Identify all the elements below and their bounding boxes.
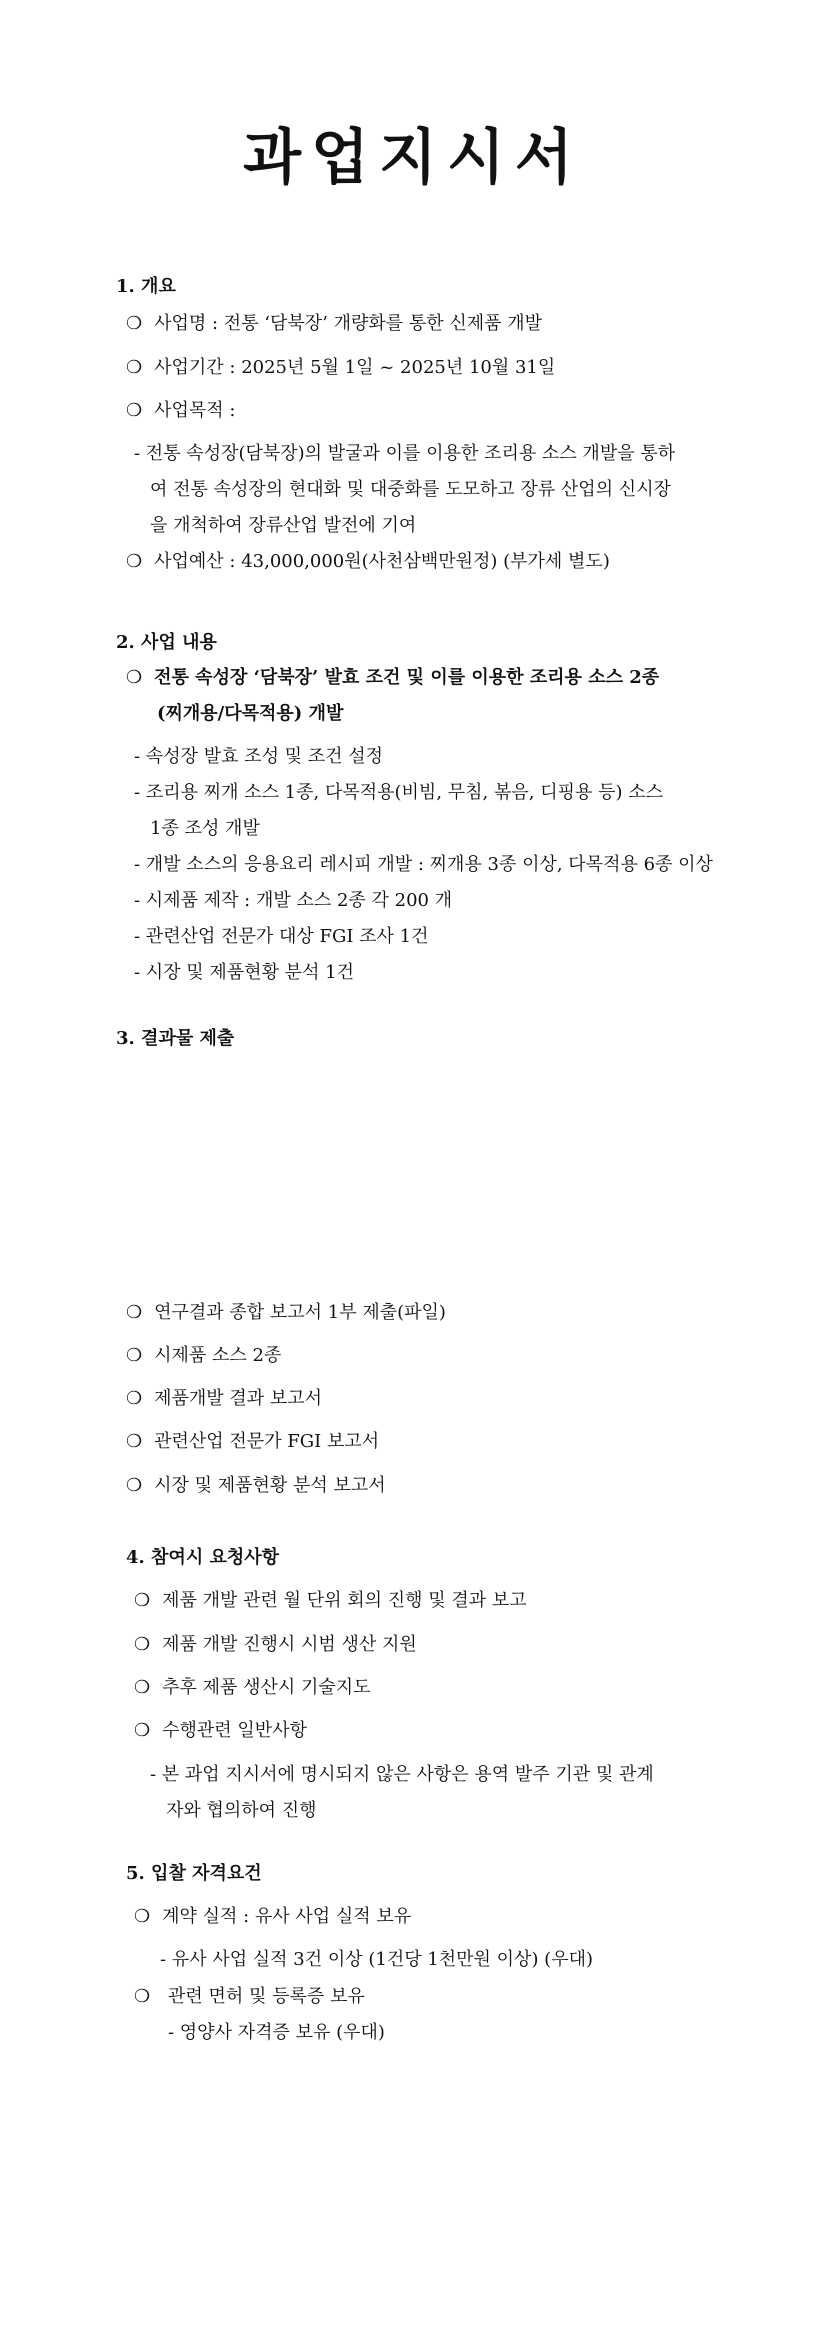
deliverable-3: ❍ 제품개발 결과 보고서: [126, 1388, 322, 1410]
project-name: ❍ 사업명 : 전통 ‘담북장’ 개량화를 통한 신제품 개발: [126, 313, 542, 335]
qualification-2-detail: - 영양사 자격증 보유 (우대): [168, 2022, 385, 2043]
request-4: ❍ 수행관련 일반사항: [134, 1720, 307, 1742]
task-detail-1: - 속성장 발효 조성 및 조건 설정: [134, 746, 384, 767]
section-4-heading: 4. 참여시 요청사항: [126, 1547, 280, 1568]
qualification-2-bullet: ❍: [134, 1986, 151, 2007]
deliverable-5: ❍ 시장 및 제품현황 분석 보고서: [126, 1475, 386, 1497]
section-5-heading: 5. 입찰 자격요건: [126, 1863, 262, 1884]
qualification-2: 관련 면허 및 등록증 보유: [168, 1986, 365, 2007]
deliverable-2: ❍ 시제품 소스 2종: [126, 1345, 281, 1367]
task-detail-2-line-2: 1종 조성 개발: [150, 818, 260, 839]
request-2: ❍ 제품 개발 진행시 시범 생산 지원: [134, 1634, 417, 1656]
task-detail-4: - 시제품 제작 : 개발 소스 2종 각 200 개: [134, 890, 453, 911]
project-purpose-line-2: 여 전통 속성장의 현대화 및 대중화를 도모하고 장류 산업의 신시장: [150, 479, 671, 500]
request-note-line-2: 자와 협의하여 진행: [166, 1800, 317, 1821]
task-detail-5: - 관련산업 전문가 대상 FGI 조사 1건: [134, 926, 429, 947]
main-task-line-1: ❍ 전통 속성장 ‘담북장’ 발효 조건 및 이를 이용한 조리용 소스 2종: [126, 667, 659, 689]
qualification-1-detail: - 유사 사업 실적 3건 이상 (1건당 1천만원 이상) (우대): [160, 1949, 594, 1970]
request-note-line-1: - 본 과업 지시서에 명시되지 않은 사항은 용역 발주 기관 및 관계: [150, 1764, 654, 1785]
project-budget: ❍ 사업예산 : 43,000,000원(사천삼백만원정) (부가세 별도): [126, 551, 610, 573]
task-detail-2-line-1: - 조리용 찌개 소스 1종, 다목적용(비빔, 무침, 볶음, 디핑용 등) 소스: [134, 782, 663, 803]
project-period: ❍ 사업기간 : 2025년 5월 1일 ~ 2025년 10월 31일: [126, 357, 555, 379]
deliverable-1: ❍ 연구결과 종합 보고서 1부 제출(파일): [126, 1302, 446, 1324]
project-purpose-label: ❍ 사업목적 :: [126, 400, 235, 422]
section-2-heading: 2. 사업 내용: [116, 632, 217, 653]
qualification-1: ❍ 계약 실적 : 유사 사업 실적 보유: [134, 1906, 411, 1928]
project-purpose-line-1: - 전통 속성장(담북장)의 발굴과 이를 이용한 조리용 소스 개발을 통하: [134, 443, 676, 464]
task-detail-6: - 시장 및 제품현황 분석 1건: [134, 962, 355, 983]
task-detail-3: - 개발 소스의 응용요리 레시피 개발 : 찌개용 3종 이상, 다목적용 6종 이상: [134, 854, 713, 875]
project-purpose-line-3: 을 개척하여 장류산업 발전에 기여: [150, 515, 417, 536]
section-1-heading: 1. 개요: [116, 276, 176, 297]
request-3: ❍ 추후 제품 생산시 기술지도: [134, 1677, 371, 1699]
request-1: ❍ 제품 개발 관련 월 단위 회의 진행 및 결과 보고: [134, 1590, 527, 1612]
deliverable-4: ❍ 관련산업 전문가 FGI 보고서: [126, 1431, 379, 1453]
document-title: 과업지시서: [243, 123, 583, 193]
section-3-heading: 3. 결과물 제출: [116, 1028, 235, 1049]
main-task-line-2: (찌개용/다목적용) 개발: [157, 703, 344, 724]
